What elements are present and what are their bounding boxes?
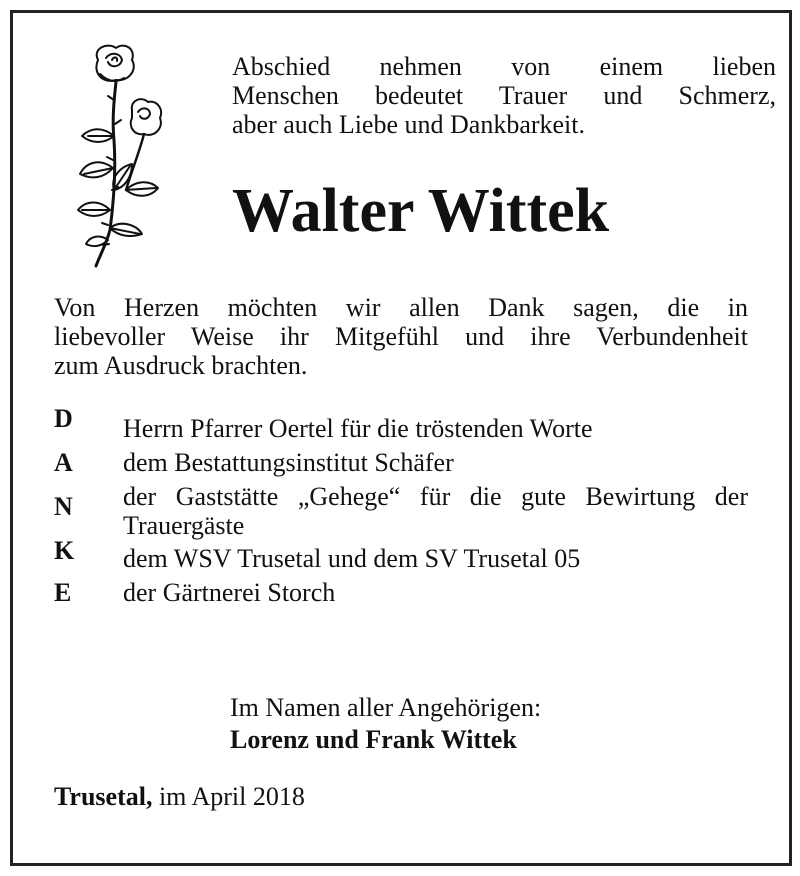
thanks-line: zum Ausdruck brachten. (54, 351, 308, 380)
danke-letter: K (54, 536, 75, 565)
thanks-paragraph (54, 293, 748, 380)
place-date (54, 782, 305, 812)
danke-entry (123, 448, 748, 477)
danke-entry-line: dem WSV Trusetal und dem SV Trusetal 05 (123, 544, 581, 573)
closing-names: Lorenz und Frank Wittek (230, 725, 517, 754)
intro-text (232, 52, 776, 139)
danke-letter: A (54, 448, 73, 477)
thanks-line: liebevoller Weise ihr Mitgefühl und ihre Verbundenheit (54, 322, 748, 351)
danke-entry (123, 414, 748, 443)
intro-line: Menschen bedeutet Trauer und Schmerz, (232, 81, 776, 110)
closing-block (230, 692, 541, 756)
rose-icon (70, 40, 180, 270)
intro-line: Abschied nehmen von einem lieben (232, 52, 776, 81)
intro-line: aber auch Liebe und Dankbarkeit. (232, 110, 586, 139)
danke-letter: E (54, 578, 72, 607)
danke-entry-line: Herrn Pfarrer Oertel für die tröstenden Worte (123, 414, 593, 443)
closing-line: Im Namen aller Angehörigen: (230, 693, 542, 722)
danke-entry-line: Trauergäste (123, 511, 245, 540)
danke-entry-line: der Gaststätte „Gehege“ für die gute Bewirtung der (123, 482, 748, 511)
danke-entry (123, 482, 748, 540)
thanks-line: Von Herzen möchten wir allen Dank sagen, die in (54, 293, 748, 322)
danke-entry (123, 544, 748, 573)
place-date-text: im April 2018 (158, 782, 305, 811)
danke-letter: D (54, 404, 73, 433)
danke-entry (123, 578, 748, 607)
danke-entry-line: dem Bestattungsinstitut Schäfer (123, 448, 454, 477)
danke-entry-line: der Gärtnerei Storch (123, 578, 336, 607)
place-town: Trusetal, (54, 782, 153, 811)
danke-letter: N (54, 492, 73, 521)
deceased-name: Walter Wittek (232, 177, 610, 245)
